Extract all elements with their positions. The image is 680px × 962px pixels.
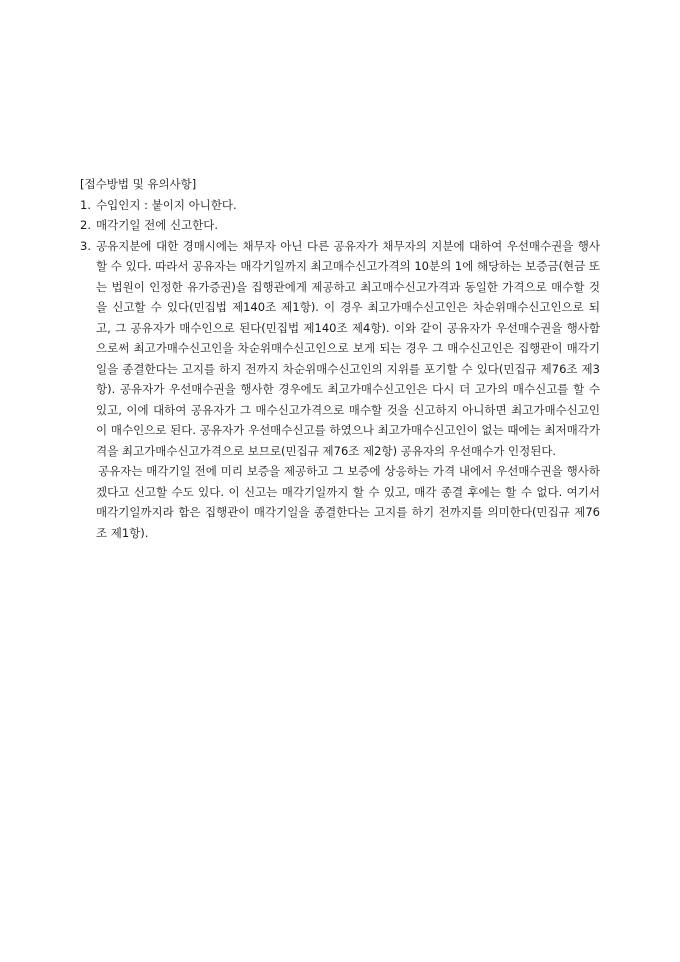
section-heading: [접수방법 및 유의사항]: [80, 177, 197, 191]
item-number: 1.: [80, 197, 91, 212]
list-item-3: [80, 236, 600, 462]
item-text: 공유지분에 대한 경매시에는 채무자 아닌 다른 공유자가 채무자의 지분에 대하여 우선매수권을 행사할 수 있다. 따라서 공유자는 매각기일까지 최고매수신고가격의 10분의 1에 해당하는 보증금(현금 또는 법원이 인정한 유가증권)을 집행관에게 제공하고 최고매수신고가격과 동일한 가격으로 매수할 것을 신고할 수 있다(민집법 제140조 제1항). 이 경우 최고가매수신고인은 차순위매수신고인으로 되고, 그 공유자가 매수인으로 된다(민집법 제140조 제4항). 이와 같이 공유자가 우선매수권을 행사함으로써 최고가매수신고인을 차순위매수신고인으로 보게 되는 경우 그 매수신고인은 집행관이 매각기일을 종결한다는 고지를 하지 전까지 차순위매수신고인의 지위를 포기할 수 있다(민집규 제76조 제3항). 공유자가 우선매수권을 행사한 경우에도 최고가매수신고인은 다시 더 고가의 매수신고를 할 수 있고, 이에 대하여 공유자가 그 매수신고가격으로 매수할 것을 신고하지 아니하면 최고가매수신고인이 매수인으로 된다. 공유자가 우선매수신고를 하였으나 최고가매수신고인이 없는 때에는 최저매각가격을 최고가매수신고가격으로 보므로(민집규 제76조 제2항) 공유자의 우선매수가 인정된다.: [96, 238, 600, 458]
item-number: 3.: [80, 238, 91, 253]
item-text: 매각기일 전에 신고한다.: [96, 218, 219, 232]
notice-section: [80, 174, 600, 543]
item-number: 2.: [80, 218, 91, 232]
list-item-1: [80, 195, 600, 216]
continuation-paragraph: 공유자는 매각기일 전에 미리 보증을 제공하고 그 보증에 상응하는 가격 내에서 우선매수권을 행사하겠다고 신고할 수도 있다. 이 신고는 매각기일까지 할 수 있고, 매각 종결 후에는 할 수 없다. 여기서 매각기일까지라 함은 집행관이 매각기일을 종결한다는 고지를 하기 전까지를 의미한다(민집규 제76조 제1항).: [96, 464, 601, 540]
item-text: 수입인지 : 붙이지 아니한다.: [96, 197, 237, 212]
list-item-2: [80, 215, 600, 236]
